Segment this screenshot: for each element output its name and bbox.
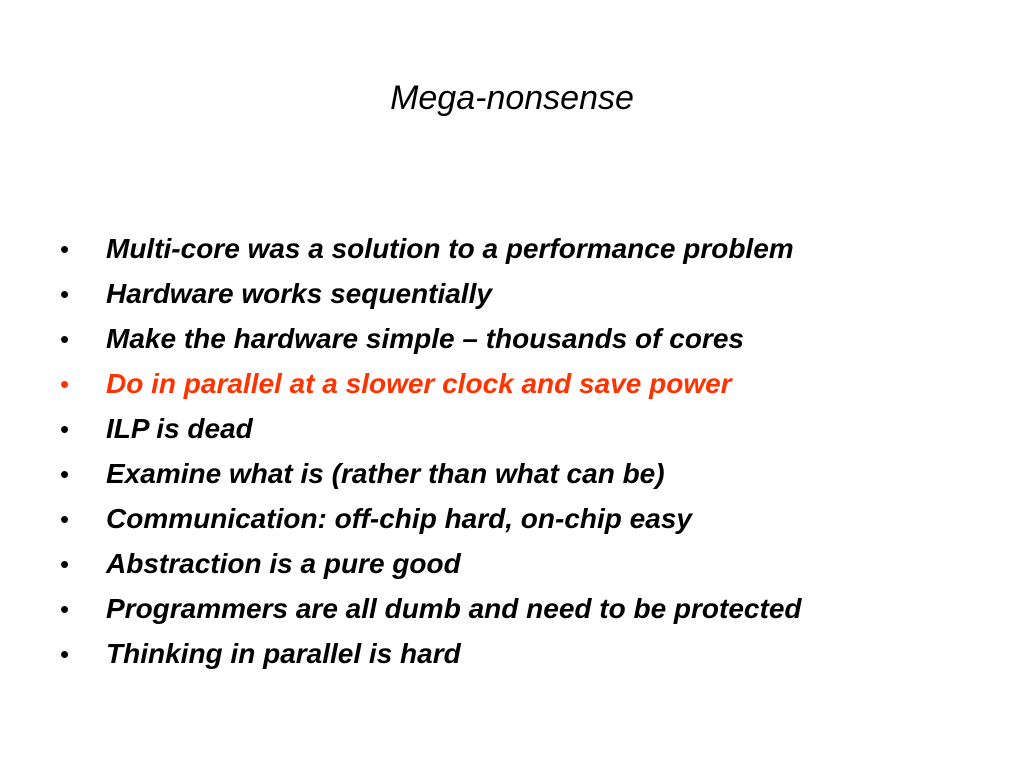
- bullet-icon: •: [60, 459, 70, 489]
- bullet-text: Multi-core was a solution to a performance problem: [106, 233, 794, 264]
- bullet-item: [58, 361, 998, 406]
- bullet-icon: •: [60, 549, 70, 579]
- bullet-text: Programmers are all dumb and need to be protected: [106, 593, 802, 624]
- bullet-icon: •: [60, 369, 70, 399]
- bullet-text: Do in parallel at a slower clock and save power: [106, 368, 732, 399]
- bullet-icon: •: [60, 279, 70, 309]
- bullet-icon: •: [60, 639, 70, 669]
- bullet-text: Thinking in parallel is hard: [106, 638, 461, 669]
- bullet-item: [58, 631, 998, 676]
- bullet-icon: •: [60, 594, 70, 624]
- bullet-item: [58, 226, 998, 271]
- bullet-icon: •: [60, 414, 70, 444]
- bullet-icon: •: [60, 324, 70, 354]
- bullet-item: [58, 496, 998, 541]
- bullet-item: [58, 451, 998, 496]
- bullet-text: ILP is dead: [106, 413, 253, 444]
- bullet-item: [58, 541, 998, 586]
- bullet-item: [58, 586, 998, 631]
- bullet-icon: •: [60, 504, 70, 534]
- bullet-icon: •: [60, 234, 70, 264]
- bullet-text: Abstraction is a pure good: [106, 548, 461, 579]
- bullet-text: Make the hardware simple – thousands of cores: [106, 323, 744, 354]
- slide-title: Mega-nonsense: [390, 79, 634, 117]
- bullet-text: Communication: off-chip hard, on-chip easy: [106, 503, 692, 534]
- bullet-text: Hardware works sequentially: [106, 278, 492, 309]
- bullet-item: [58, 316, 998, 361]
- bullet-text: Examine what is (rather than what can be): [106, 458, 665, 489]
- bullet-item: [58, 406, 998, 451]
- bullet-item: [58, 271, 998, 316]
- bullet-list: [58, 226, 998, 676]
